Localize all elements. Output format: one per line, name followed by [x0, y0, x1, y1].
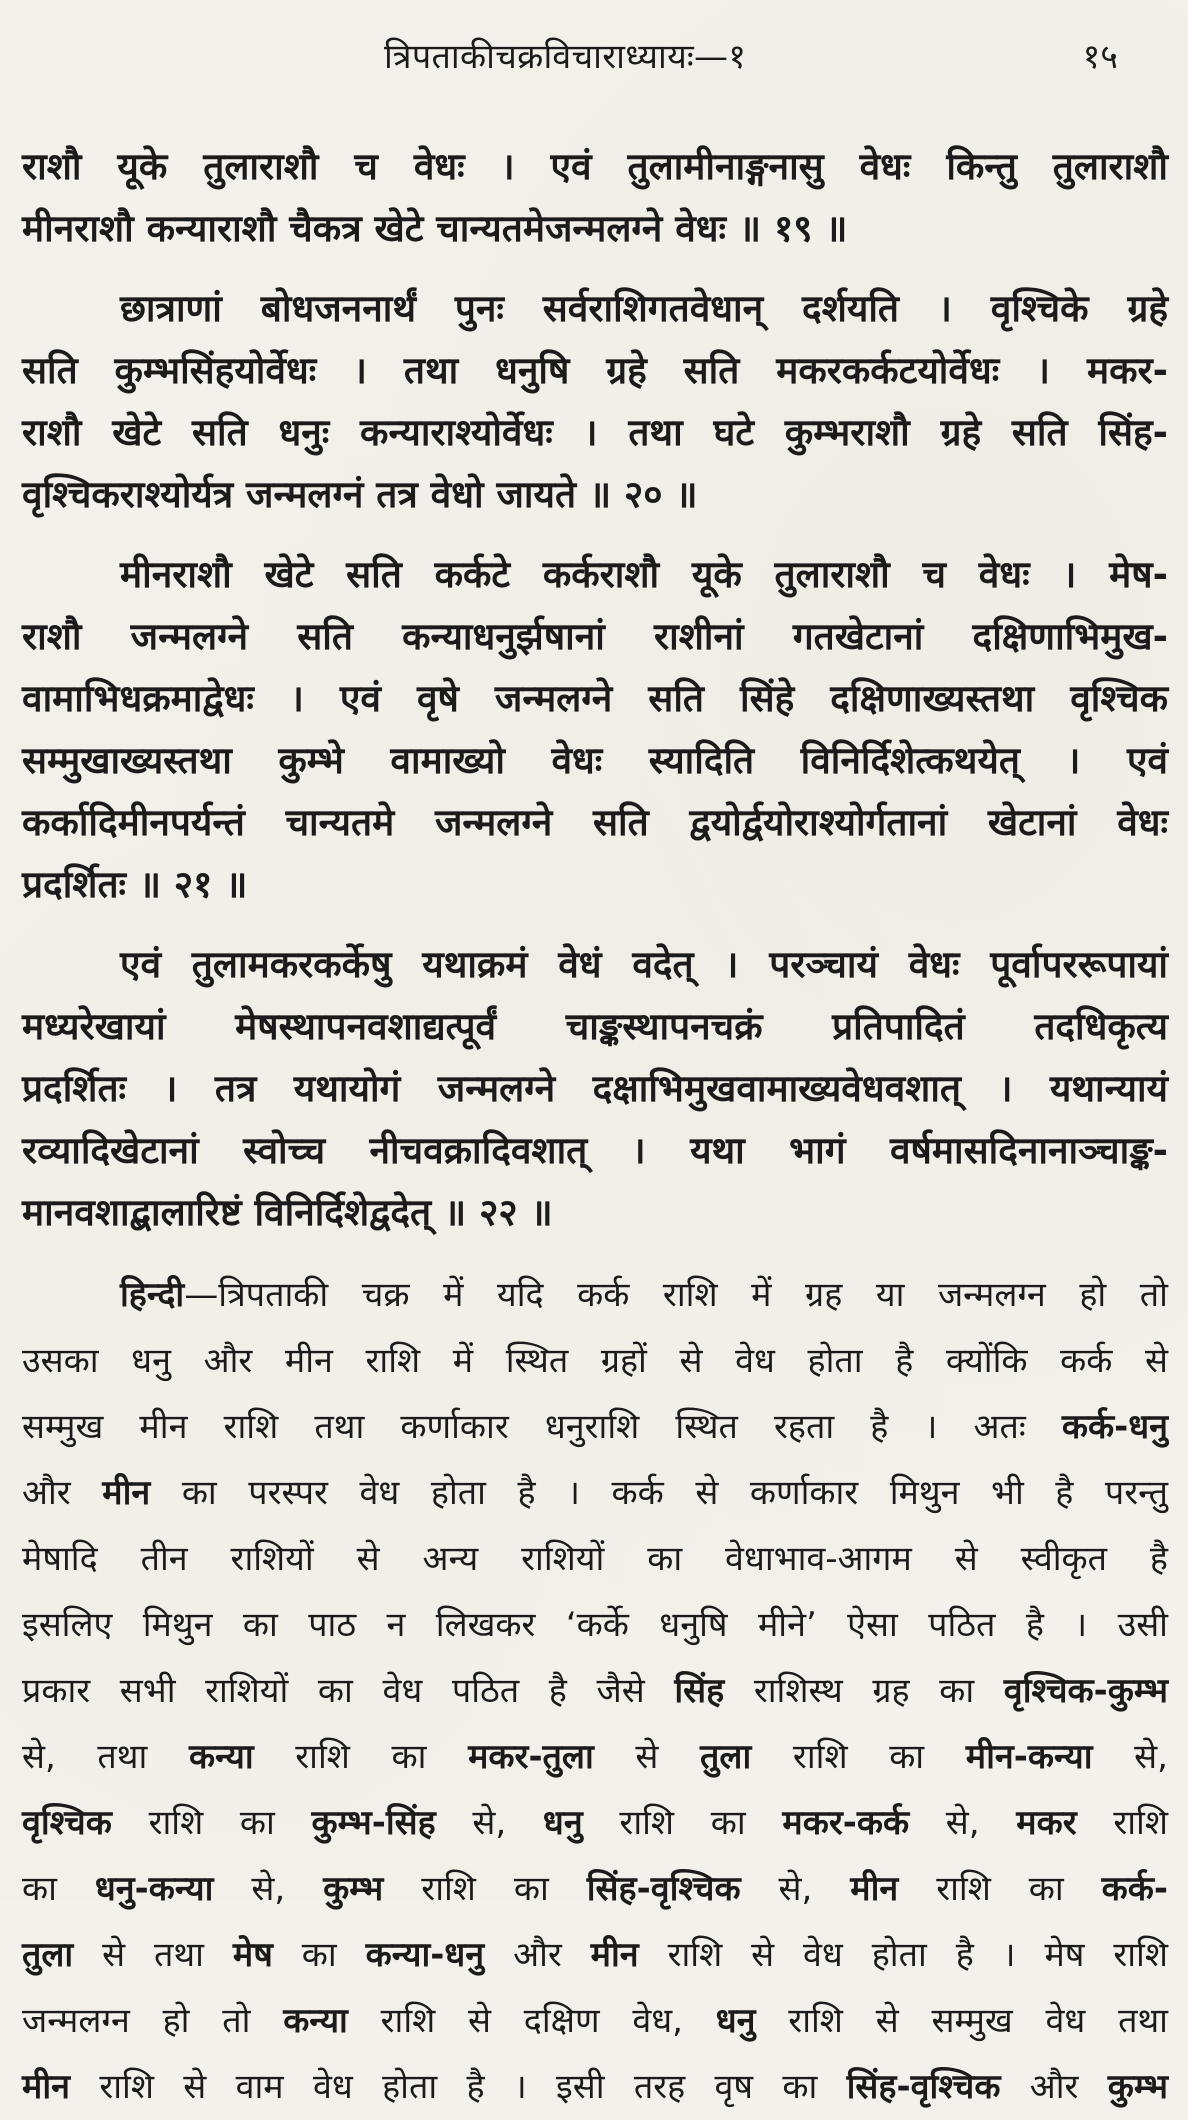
text-line — [22, 1394, 1168, 1460]
bold-term: तुला — [700, 1737, 752, 1777]
text-line: मेषादि तीन राशियों से अन्य राशियों का वेधाभाव-आगम से स्वीकृत है — [22, 1539, 1168, 1579]
hindi-commentary — [22, 1262, 1168, 2120]
bold-term: कर्क- — [1101, 1869, 1168, 1909]
text-line: इसलिए मिथुन का पाठ न लिखकर ‘कर्के धनुषि मीने’ ऐसा पठित है । उसी — [22, 1605, 1168, 1645]
text-run: और — [22, 1473, 103, 1513]
text-run: और — [484, 1935, 591, 1975]
text-line: मीनराशौ खेटे सति कर्कटे कर्कराशौ यूके तुलाराशौ च वेधः । मेष- — [120, 553, 1168, 596]
text-run: सम्मुख मीन राशि तथा कर्णाकार धनुराशि स्थित रहता है । अतः — [22, 1407, 1062, 1447]
text-run: राशि का — [751, 1737, 966, 1777]
text-run: राशि से सम्मुख वेध तथा — [755, 2001, 1168, 2041]
sanskrit-verse-22 — [22, 934, 1168, 1244]
running-title: त्रिपताकीचक्रविचाराध्यायः—१ — [384, 37, 747, 77]
text-line — [22, 1988, 1168, 2054]
text-run: राशि से दक्षिण वेध, — [347, 2001, 716, 2041]
text-run: से तथा — [73, 1935, 233, 1975]
text-run: राशि का — [383, 1869, 587, 1909]
bold-term: कन्या-धनु — [365, 1935, 485, 1975]
text-run: का परस्पर वेध होता है । कर्क से कर्णाकार मिथुन भी है परन्तु — [150, 1473, 1168, 1513]
text-run: से, — [909, 1803, 1017, 1843]
text-run: का — [22, 1869, 95, 1909]
bold-term: मीन-कन्या — [965, 1737, 1093, 1777]
text-run: राशि से वाम वेध होता है । इसी तरह वृष का — [70, 2067, 847, 2107]
text-line — [22, 1460, 1168, 1526]
text-line: मानवशाद्बालारिष्टं विनिर्दिशेद्वदेत् ॥ २२ ॥ — [22, 1191, 553, 1234]
bold-term: वृश्चिक-कुम्भ — [1003, 1671, 1168, 1711]
text-line: वामाभिधक्रमाद्वेधः । एवं वृषे जन्मलग्ने सति सिंहे दक्षिणाख्यस्तथा वृश्चिक — [22, 677, 1168, 720]
bold-term: कुम्भ — [1107, 2067, 1168, 2107]
text-line: राशौ यूके तुलाराशौ च वेधः । एवं तुलामीनाङ्गनासु वेधः किन्तु तुलाराशौ — [22, 145, 1168, 188]
bold-term: मीन — [102, 1473, 151, 1513]
page-number: १५ — [1082, 37, 1118, 77]
bold-term: धनु-कन्या — [94, 1869, 214, 1909]
hindi-label: हिन्दी — [120, 1275, 185, 1315]
text-run: का — [272, 1935, 366, 1975]
text-line — [22, 1790, 1168, 1856]
bold-term: कर्क-धनु — [1061, 1407, 1168, 1447]
text-run: राशि का — [898, 1869, 1102, 1909]
text-line — [22, 2054, 1168, 2120]
bold-term: सिंह — [674, 1671, 725, 1711]
text-line: एवं तुलामकरकर्केषु यथाक्रमं वेधं वदेत् । परञ्चायं वेधः पूर्वापररूपायां — [120, 943, 1168, 986]
bold-term: मकर-कर्क — [782, 1803, 910, 1843]
text-run: से, — [435, 1803, 543, 1843]
text-line: उसका धनु और मीन राशि में स्थित ग्रहों से वेध होता है क्योंकि कर्क से — [22, 1341, 1168, 1381]
text-line: प्रदर्शितः । तत्र यथायोगं जन्मलग्ने दक्षाभिमुखवामाख्यवेधवशात् । यथान्यायं — [22, 1067, 1168, 1110]
text-line: सति कुम्भसिंहयोर्वेधः । तथा धनुषि ग्रहे सति मकरकर्कटयोर्वेधः । मकर- — [22, 349, 1168, 392]
bold-term: सिंह-वृश्चिक — [846, 2067, 1001, 2107]
bold-term: मीन — [22, 2067, 71, 2107]
sanskrit-verse-21 — [22, 544, 1168, 916]
sanskrit-verse-20 — [22, 278, 1168, 526]
bold-term: कन्या — [188, 1737, 254, 1777]
text-line: रव्यादिखेटानां स्वोच्च नीचवक्रादिवशात् । यथा भागं वर्षमासदिनानाञ्चाङ्क- — [22, 1129, 1168, 1172]
text-line — [22, 1262, 1168, 1328]
text-line: मीनराशौ कन्याराशौ चैकत्र खेटे चान्यतमेजन्मलग्ने वेधः ॥ १९ ॥ — [22, 207, 848, 250]
text-run: राशि का — [582, 1803, 783, 1843]
text-line: राशौ जन्मलग्ने सति कन्याधनुर्झषानां राशीनां गतखेटानां दक्षिणाभिमुख- — [22, 615, 1168, 658]
text-line: कर्कादिमीनपर्यन्तं चान्यतमे जन्मलग्ने सति द्वयोर्द्वयोराश्योर्गतानां खेटानां वेधः — [22, 801, 1168, 844]
bold-term: धनु — [715, 2001, 756, 2041]
page-header — [22, 28, 1168, 88]
text-line — [22, 1856, 1168, 1922]
text-run: से, — [740, 1869, 851, 1909]
text-run: और — [1000, 2067, 1108, 2107]
text-line — [22, 1922, 1168, 1988]
bold-term: धनु — [542, 1803, 583, 1843]
text-run: जन्मलग्न हो तो — [22, 2001, 284, 2041]
bold-term: सिंह-वृश्चिक — [586, 1869, 741, 1909]
bold-term: कन्या — [283, 2001, 348, 2041]
text-line: प्रदर्शितः ॥ २१ ॥ — [22, 863, 248, 906]
text-run: —त्रिपताकी चक्र में यदि कर्क राशि में ग्रह या जन्मलग्न हो तो — [184, 1275, 1168, 1315]
sanskrit-verse-19 — [22, 136, 1168, 260]
bold-term: कुम्भ — [323, 1869, 384, 1909]
bold-term: कुम्भ-सिंह — [311, 1803, 436, 1843]
text-line — [22, 1658, 1168, 1724]
text-line: राशौ खेटे सति धनुः कन्याराश्योर्वेधः । तथा घटे कुम्भराशौ ग्रहे सति सिंह- — [22, 411, 1168, 454]
text-line — [22, 1724, 1168, 1790]
bold-term: मेष — [232, 1935, 273, 1975]
text-run: राशि — [1076, 1803, 1168, 1843]
bold-term: तुला — [22, 1935, 74, 1975]
text-run: से, तथा — [22, 1737, 189, 1777]
text-line: छात्राणां बोधजननार्थं पुनः सर्वराशिगतवेधान् दर्शयति । वृश्चिके ग्रहे — [120, 287, 1168, 330]
text-line: मध्यरेखायां मेषस्थापनवशाद्यत्पूर्वं चाङ्कस्थापनचक्रं प्रतिपादितं तदधिकृत्य — [22, 1005, 1168, 1048]
bold-term: वृश्चिक — [22, 1803, 112, 1843]
text-run: राशि से वेध होता है । मेष राशि — [638, 1935, 1168, 1975]
bold-term: मीन — [590, 1935, 639, 1975]
bold-term: मकर — [1016, 1803, 1077, 1843]
text-run: राशि का — [253, 1737, 469, 1777]
text-run: प्रकार सभी राशियों का वेध पठित है जैसे — [22, 1671, 675, 1711]
text-line: वृश्चिकराश्योर्यत्र जन्मलग्नं तत्र वेधो जायते ॥ २० ॥ — [22, 473, 698, 516]
text-run: से, — [213, 1869, 324, 1909]
text-run: राशि का — [111, 1803, 312, 1843]
bold-term: मकर-तुला — [468, 1737, 594, 1777]
bold-term: मीन — [850, 1869, 899, 1909]
text-run: राशिस्थ ग्रह का — [724, 1671, 1004, 1711]
text-run: से, — [1092, 1737, 1168, 1777]
text-run: से — [593, 1737, 701, 1777]
text-line: सम्मुखाख्यस्तथा कुम्भे वामाख्यो वेधः स्यादिति विनिर्दिशेत्कथयेत् । एवं — [22, 739, 1168, 782]
